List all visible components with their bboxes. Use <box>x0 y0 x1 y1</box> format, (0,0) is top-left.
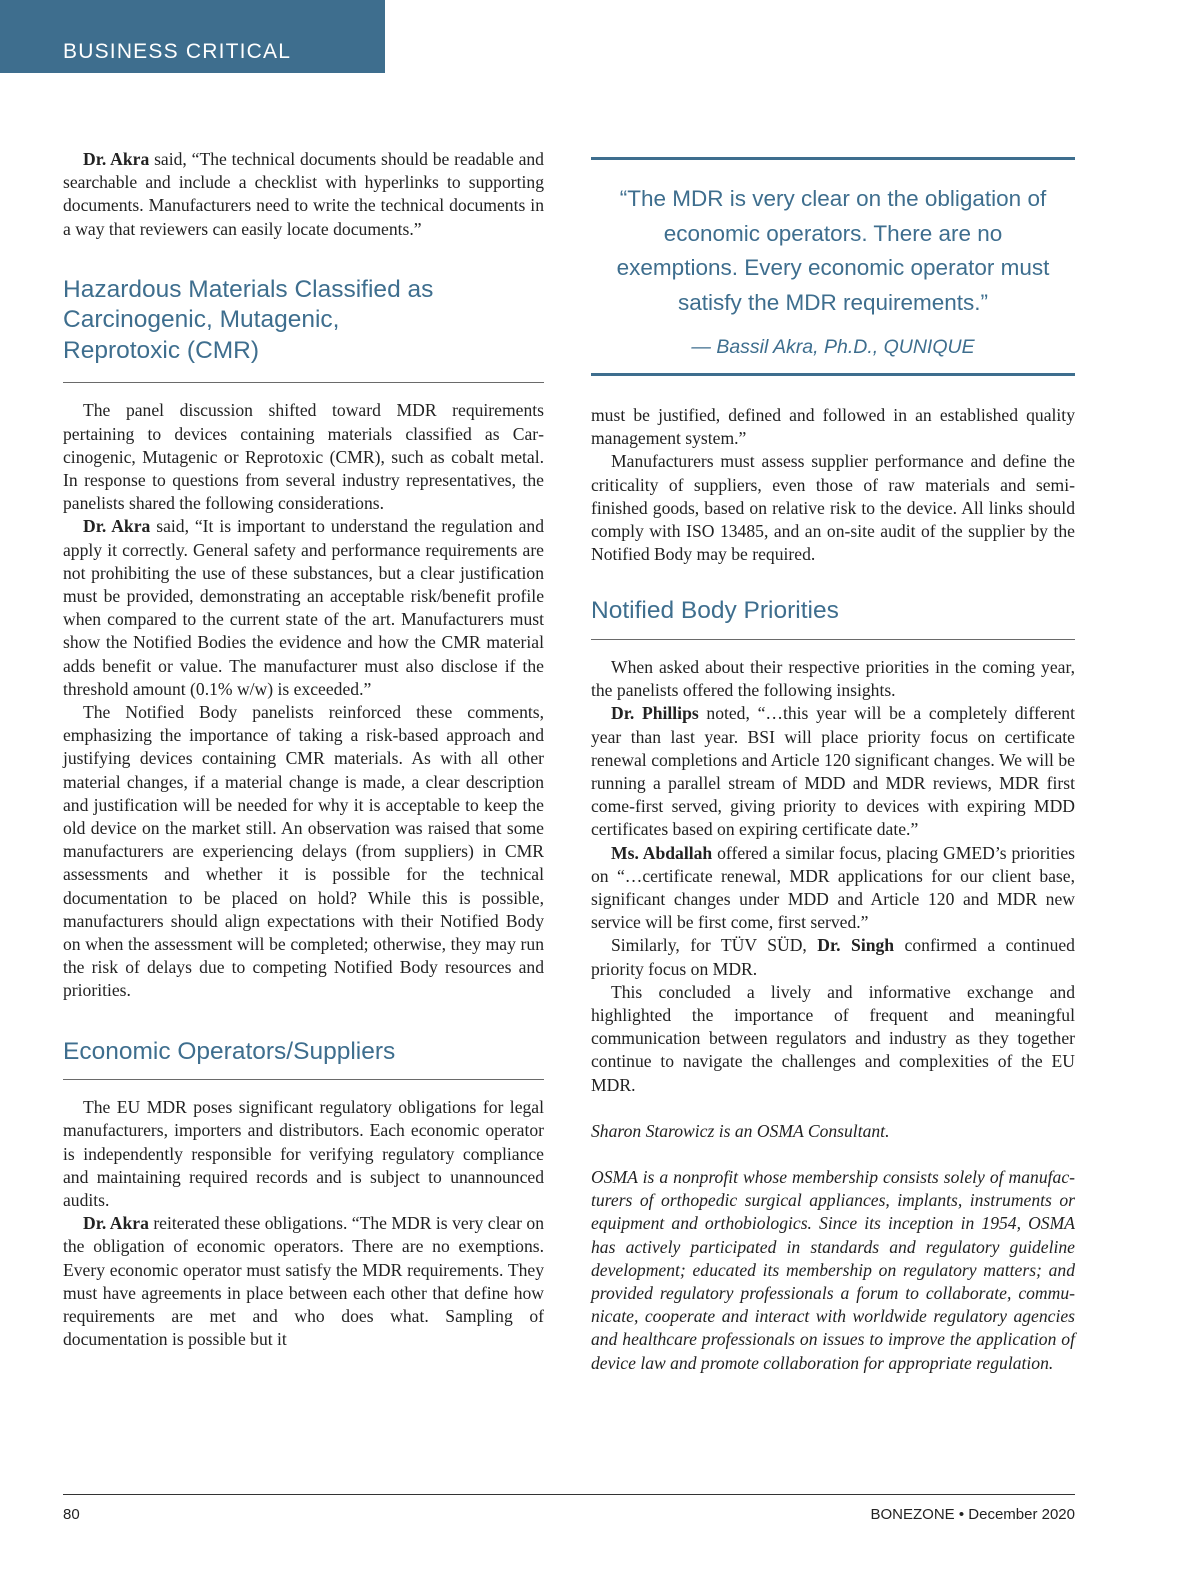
paragraph: The panel discussion shifted toward MDR requirements pertaining to devices containing materials classified as Carcinogenic, Mutagenic or Reprotoxic (CMR), such as cobalt metal. In response to questions from several industry representatives, the panelists shared the following considerations. <box>63 400 544 514</box>
left-column <box>63 148 544 1351</box>
speaker-name: Dr. Singh <box>817 935 895 956</box>
heading-economic-operators: Economic Operators/Suppliers <box>63 1037 396 1065</box>
paragraph: Dr. Phillips noted, “…this year will be a completely different year than last year. BSI will place priority focus on certificate renewal completions and Article 120 significant changes. We will be running a parallel stream of MDD and MDR reviews, MDR first come-first served, giving priority to devices with expiring MDD certificates based on expiring certificate date.” <box>591 703 1075 840</box>
footer-rule <box>63 1494 1075 1495</box>
heading-rule <box>63 1079 544 1080</box>
paragraph: When asked about their respective priorities in the coming year, the panelists offered the following insights. <box>591 656 1075 701</box>
section-label: BUSINESS CRITICAL <box>63 40 292 63</box>
page-number: 80 <box>63 1506 80 1523</box>
publication-info: BONEZONE • December 2020 <box>870 1506 1075 1523</box>
speaker-name: Ms. Abdallah <box>611 842 713 863</box>
paragraph: The Notified Body panelists reinforced these comments, emphasizing the importance of taking a risk-based approach and justifying devices containing CMR materials. As with all other material changes, if a material change is made, a clear description and justification will be needed for why it is acceptable to keep the old device on the market still. An observation was raised that some manufacturers are experiencing delays (from suppliers) in CMR assessments and whether it is possible for the technical documentation to be placed on hold? While this is possible, manufacturers should align expectations with their Notified Body on when the assessment will be completed; otherwise, they may run the risk of delays due to competing Notified Body resources and priorities. <box>63 701 544 1001</box>
osma-description: OSMA is a nonprofit whose membership consists solely of manufacturers of orthopedic surgical appliances, implants, instruments or equipment and orthobiologics. Since its inception in 1954, OSMA has actively participated in standards and regulatory guideline development; educated its membership on regulatory matters; and provided regulatory professionals a forum to collaborate, communicate, cooperate and interact with worldwide regulatory agencies and healthcare professionals on issues to improve the application of device law and promote collaboration for appropriate regulation. <box>591 1166 1075 1373</box>
heading-cmr: Hazardous Materials Classified as Carcinogenic, Mutagenic, Reprotoxic (CMR) <box>63 275 434 364</box>
section-banner <box>0 0 385 73</box>
paragraph: The EU MDR poses significant regulatory obligations for legal manufacturers, importers and distributors. Each economic operator is independently responsible for verifying regulatory compliance and maintaining required records and is subject to unannounced audits. <box>63 1097 544 1210</box>
paragraph: Manufacturers must assess supplier performance and define the criticality of suppliers, even those of raw materials and semi-finished goods, based on relative risk to the device. All links should comply with ISO 13485, and an on-site audit of the supplier by the Notified Body may be required. <box>591 451 1075 565</box>
paragraph: Dr. Akra said, “It is important to understand the regulation and apply it correctly. General safety and performance requirements are not prohibiting the use of these substances, but a clear justification must be provided, demonstrating an acceptable risk/benefit profile when compared to the current state of the art. Manufacturers must show the Notified Bodies the evidence and how the CMR material adds benefit or value. The manufacturer must also disclose if the threshold amount (0.1% w/w) is exceeded.” <box>63 516 544 699</box>
pull-quote-text: “The MDR is very clear on the obligation of economic operators. There are no exemptions. Every economic operator must satisfy the MDR requirements.” <box>616 186 1050 315</box>
author-bio: Sharon Starowicz is an OSMA Consultant. <box>591 1120 890 1141</box>
heading-rule <box>591 639 1075 640</box>
paragraph: must be justified, defined and followed in an established quality management system.” <box>591 405 1075 449</box>
osma-note <box>591 1166 1075 1375</box>
paragraph: Similarly, for TÜV SÜD, Dr. Singh confirmed a continued priority focus on MDR. <box>591 935 1075 979</box>
speaker-name: Dr. Akra <box>83 1213 149 1234</box>
author-note <box>591 1120 1075 1143</box>
heading-rule <box>63 382 544 383</box>
heading-notified-body: Notified Body Priorities <box>591 597 839 625</box>
pull-quote-attribution: — Bassil Akra, Ph.D., QUNIQUE <box>691 336 975 358</box>
right-column <box>591 157 1075 1375</box>
pull-quote <box>591 157 1075 376</box>
speaker-name: Dr. Akra <box>83 516 151 537</box>
paragraph: Ms. Abdallah offered a similar focus, placing GMED’s priorities on “…certificate renewal, MDR applications for our client base, significant changes under MDD and Article 120 and MDR new service will be first come, first served.” <box>591 842 1075 933</box>
speaker-name: Dr. Phillips <box>611 703 699 724</box>
paragraph: Dr. Akra reiterated these obligations. “The MDR is very clear on the obligation of economic operators. There are no exemptions. Every economic operator must satisfy the MDR requirements. They must have agreements in place between each other that define how requirements are met and who does what. Sampling of documentation is possible but it <box>63 1213 544 1350</box>
paragraph: Dr. Akra said, “The technical documents should be readable and searchable and include a checklist with hyperlinks to supporting documents. Manufacturers need to write the technical documents in a way that reviewers can easily locate documents.” <box>63 149 544 239</box>
paragraph: This concluded a lively and informative exchange and highlighted the importance of frequent and meaningful communication between regulators and industry as they together continue to navigate the challenges and complexities of the EU MDR. <box>591 981 1075 1095</box>
speaker-name: Dr. Akra <box>83 149 150 169</box>
